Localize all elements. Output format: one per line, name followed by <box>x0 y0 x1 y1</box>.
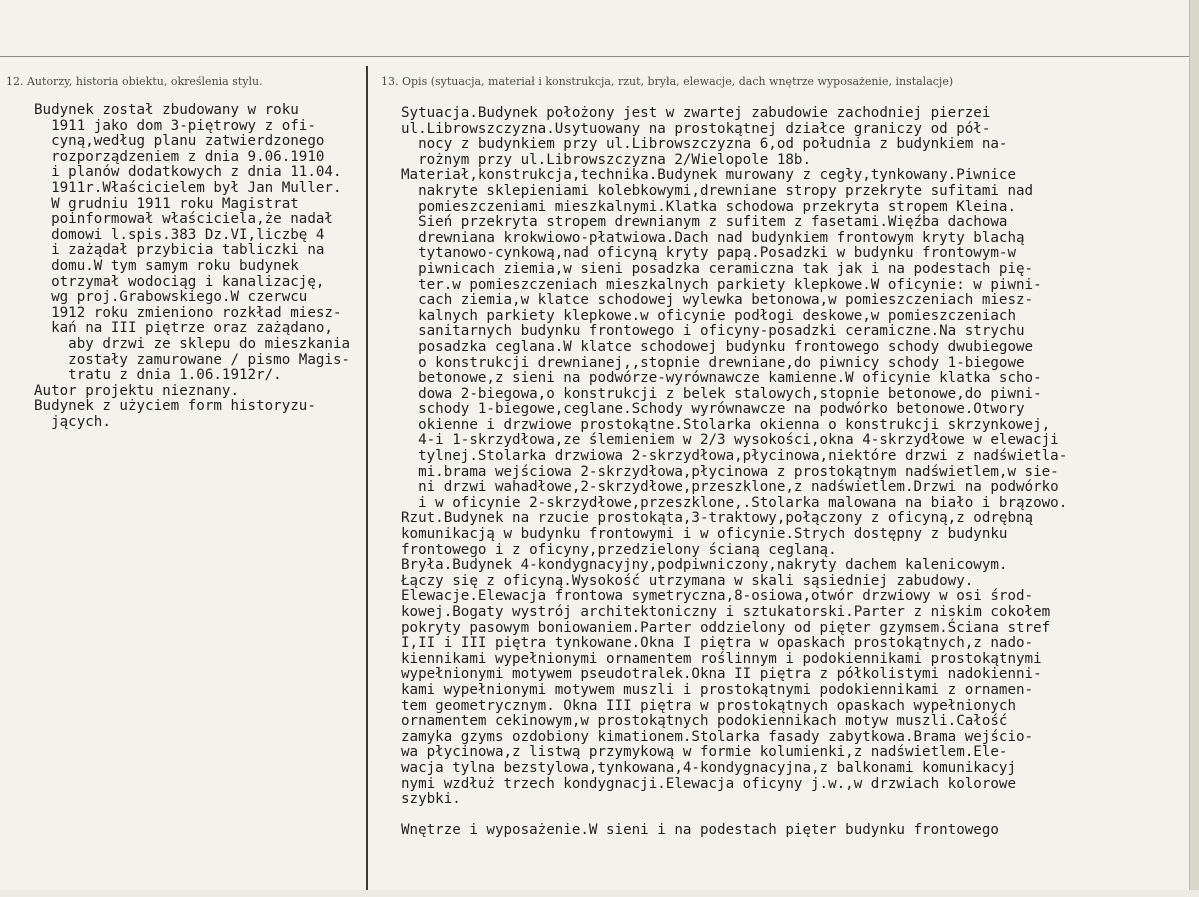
left-line: W grudniu 1911 roku Magistrat <box>34 195 299 212</box>
right-line: wa płycinowa,z listwą przymykową w formie kolumienki,z nadświetlem.Ele- <box>401 744 1008 761</box>
right-line: pomieszczeniami mieszkalnymi.Klatka schodowa przekryta stropem Kleina. <box>401 198 1016 215</box>
left-line: Budynek z użyciem form historyzu- <box>34 398 316 415</box>
right-line: Bryła.Budynek 4-kondygnacyjny,podpiwniczony,nakryty dachem kalenicowym. <box>401 557 1008 574</box>
right-line: schody 1-biegowe,ceglane.Schody wyrównawcze na podwórko betonowe.Otwory <box>401 401 1025 418</box>
right-line: mi.brama wejściowa 2-skrzydłowa,płycinowa z prostokątnym nadświetlem,w sie- <box>401 463 1059 480</box>
left-line: 1911 jako dom 3-piętrowy z ofi- <box>34 117 316 134</box>
right-line: piwnicach ziemia,w sieni posadzka ceramiczna tak jak i na podestach pię- <box>401 260 1034 277</box>
right-line: komunikacją w budynku frontowymi i w oficynie.Strych dostępny z budynku <box>401 526 1008 543</box>
right-line: kalnych parkiety klepkowe.w oficynie podłogi deskowe,w pomieszczeniach <box>401 307 1016 324</box>
right-line: szybki. <box>401 791 461 808</box>
right-line: frontowego i z oficyny,przedzielony ścianą ceglaną. <box>401 541 837 558</box>
left-line: poinformował właściciela,że nadał <box>34 211 333 228</box>
page-edge <box>1190 0 1199 897</box>
left-line: Budynek został zbudowany w roku <box>34 102 299 118</box>
right-line: Rzut.Budynek na rzucie prostokąta,3-traktowy,połączony z oficyną,z odrębną <box>401 510 1034 527</box>
right-line: 4-i 1-skrzydłowa,ze ślemieniem w 2/3 wysokości,okna 4-skrzydłowe w elewacji <box>401 432 1059 449</box>
right-line: zamyka gzyms ozdobiony kimationem.Stolarka fasady zabytkowa.Brama wejścio- <box>401 728 1034 745</box>
right-line: nymi wzdłuż trzech kondygnacji.Elewacja oficyny j.w.,w drzwiach kolorowe <box>401 775 1016 792</box>
right-line: betonowe,z sieni na podwórze-wyrównawcze kamienne.W oficynie klatka scho- <box>401 370 1042 387</box>
right-line: Materiał,konstrukcja,technika.Budynek murowany z cegły,tynkowany.Piwnice <box>401 167 1016 184</box>
left-line: i planów dodatkowych z dnia 11.04. <box>34 164 342 181</box>
right-line: Wnętrze i wyposażenie.W sieni i na podestach pięter budynku frontowego <box>401 822 999 839</box>
left-line: wg proj.Grabowskiego.W czerwcu <box>34 289 308 306</box>
left-line: kań na III piętrze oraz zażądano, <box>34 320 333 337</box>
right-line: Łączy się z oficyną.Wysokość utrzymana w skali sąsiedniej zabudowy. <box>401 572 974 589</box>
right-line: ter.w pomieszczeniach mieszkalnych parkiety klepkowe.W oficynie: w piwni- <box>401 276 1042 293</box>
section-12-header: 12. Autorzy, historia obiektu, określenia stylu. <box>6 75 263 88</box>
right-line: tytanowo-cynkową,nad oficyną kryty papą.Posadzki w budynku frontowym-w <box>401 245 1016 262</box>
right-line: ul.Librowszczyzna.Usytuowany na prostokątnej działce graniczy od pół- <box>401 120 991 137</box>
left-line: Autor projektu nieznany. <box>34 382 239 399</box>
right-line: I,II i III piętra tynkowane.Okna I piętra w opaskach prostokątnych,z nado- <box>401 635 1034 652</box>
right-line: sanitarnych budynku frontowego i oficyny-posadzki ceramiczne.Na strychu <box>401 323 1025 340</box>
right-line: Sień przekryta stropem drewnianym z sufitem z fasetami.Więźba dachowa <box>401 214 1008 231</box>
right-line: dowa 2-biegowa,o konstrukcji z belek stalowych,stopnie betonowe,do piwni- <box>401 385 1042 402</box>
right-line: posadzka ceglana.W klatce schodowej budynku frontowego schody dwubiegowe <box>401 338 1034 355</box>
left-line: jących. <box>34 413 111 430</box>
left-line: cyną,według planu zatwierdzonego <box>34 133 325 150</box>
top-rule <box>0 56 1199 57</box>
left-line: tratu z dnia 1.06.1912r/. <box>34 367 282 384</box>
left-line: aby drzwi ze sklepu do mieszkania <box>34 335 351 352</box>
right-line: cach ziemia,w klatce schodowej wylewka betonowa,w pomieszczeniach miesz- <box>401 292 1034 309</box>
bottom-margin <box>0 890 1199 897</box>
right-line: pokryty pasowym boniowaniem.Parter oddzielony od pięter gzymsem.Ściana stref <box>401 619 1051 636</box>
right-line: nakryte sklepieniami kolebkowymi,drewniane stropy przekryte sufitami nad <box>401 182 1034 199</box>
section-13-header: 13. Opis (sytuacja, materiał i konstrukcja, rzut, bryła, elewacje, dach wnętrze wyposażenie, instalacje) <box>381 75 954 88</box>
left-line: otrzymał wodociąg i kanalizację, <box>34 273 325 290</box>
left-line: zostały zamurowane / pismo Magis- <box>34 351 351 368</box>
right-line: tem geometrycznym. Okna III piętra w prostokątnych opaskach wypełnionych <box>401 697 1016 714</box>
right-line: ni drzwi wahadłowe,2-skrzydłowe,przeszklone,z nadświetlem.Drzwi na podwórko <box>401 479 1059 496</box>
right-line: kiennikami wypełnionymi ornamentem roślinnym i podokiennikami prostokątnymi <box>401 650 1042 667</box>
right-line: tylnej.Stolarka drzwiowa 2-skrzydłowa,płycinowa,niektóre drzwi z nadświetla- <box>401 448 1068 465</box>
right-line: rożnym przy ul.Librowszczyzna 2/Wielopole 18b. <box>401 151 811 168</box>
right-line: drewniana krokwiowo-płatwiowa.Dach nad budynkiem frontowym kryty blachą <box>401 229 1025 246</box>
right-line: kowej.Bogaty wystrój architektoniczny i sztukatorski.Parter z niskim cokołem <box>401 604 1051 620</box>
right-line: Sytuacja.Budynek położony jest w zwartej zabudowie zachodniej pierzei <box>401 105 991 121</box>
left-line: rozporządzeniem z dnia 9.06.1910 <box>34 148 325 165</box>
history-text <box>34 103 350 430</box>
left-line: 1911r.Właścicielem był Jan Muller. <box>34 179 342 196</box>
right-line: i w oficynie 2-skrzydłowe,przeszklone,.Stolarka malowana na biało i brązowo. <box>401 494 1068 511</box>
right-line <box>401 808 1067 824</box>
right-line: okienne i drzwiowe prostokątne.Stolarka okienna o konstrukcji skrzynkowej, <box>401 416 1051 433</box>
right-line: wypełnionymi motywem pseudotralek.Okna II piętra z półkolistymi nadokienni- <box>401 666 1042 683</box>
right-line: kami wypełnionymi motywem muszli i prostokątnymi podokiennikami z ornamen- <box>401 681 1034 698</box>
left-line: 1912 roku zmieniono rozkład miesz- <box>34 304 342 321</box>
right-line: nocy z budynkiem przy ul.Librowszczyzna 6,od południa z budynkiem na- <box>401 136 1008 153</box>
left-line: domowi l.spis.383 Dz.VI,liczbę 4 <box>34 226 325 243</box>
right-line: ornamentem cekinowym,w prostokątnych podokiennikach motyw muszli.Całość <box>401 713 1008 730</box>
right-line: o konstrukcji drewnianej,,stopnie drewniane,do piwnicy schody 1-biegowe <box>401 354 1025 371</box>
left-line: i zażądał przybicia tabliczki na <box>34 242 325 259</box>
description-text <box>401 106 1067 839</box>
right-line: wacja tylna bezstylowa,tynkowana,4-kondygnacyjna,z balkonami komunikacyj <box>401 759 1016 776</box>
column-divider <box>366 66 368 897</box>
left-line: domu.W tym samym roku budynek <box>34 257 299 274</box>
right-line: Elewacje.Elewacja frontowa symetryczna,8-osiowa,otwór drzwiowy w osi środ- <box>401 588 1034 605</box>
